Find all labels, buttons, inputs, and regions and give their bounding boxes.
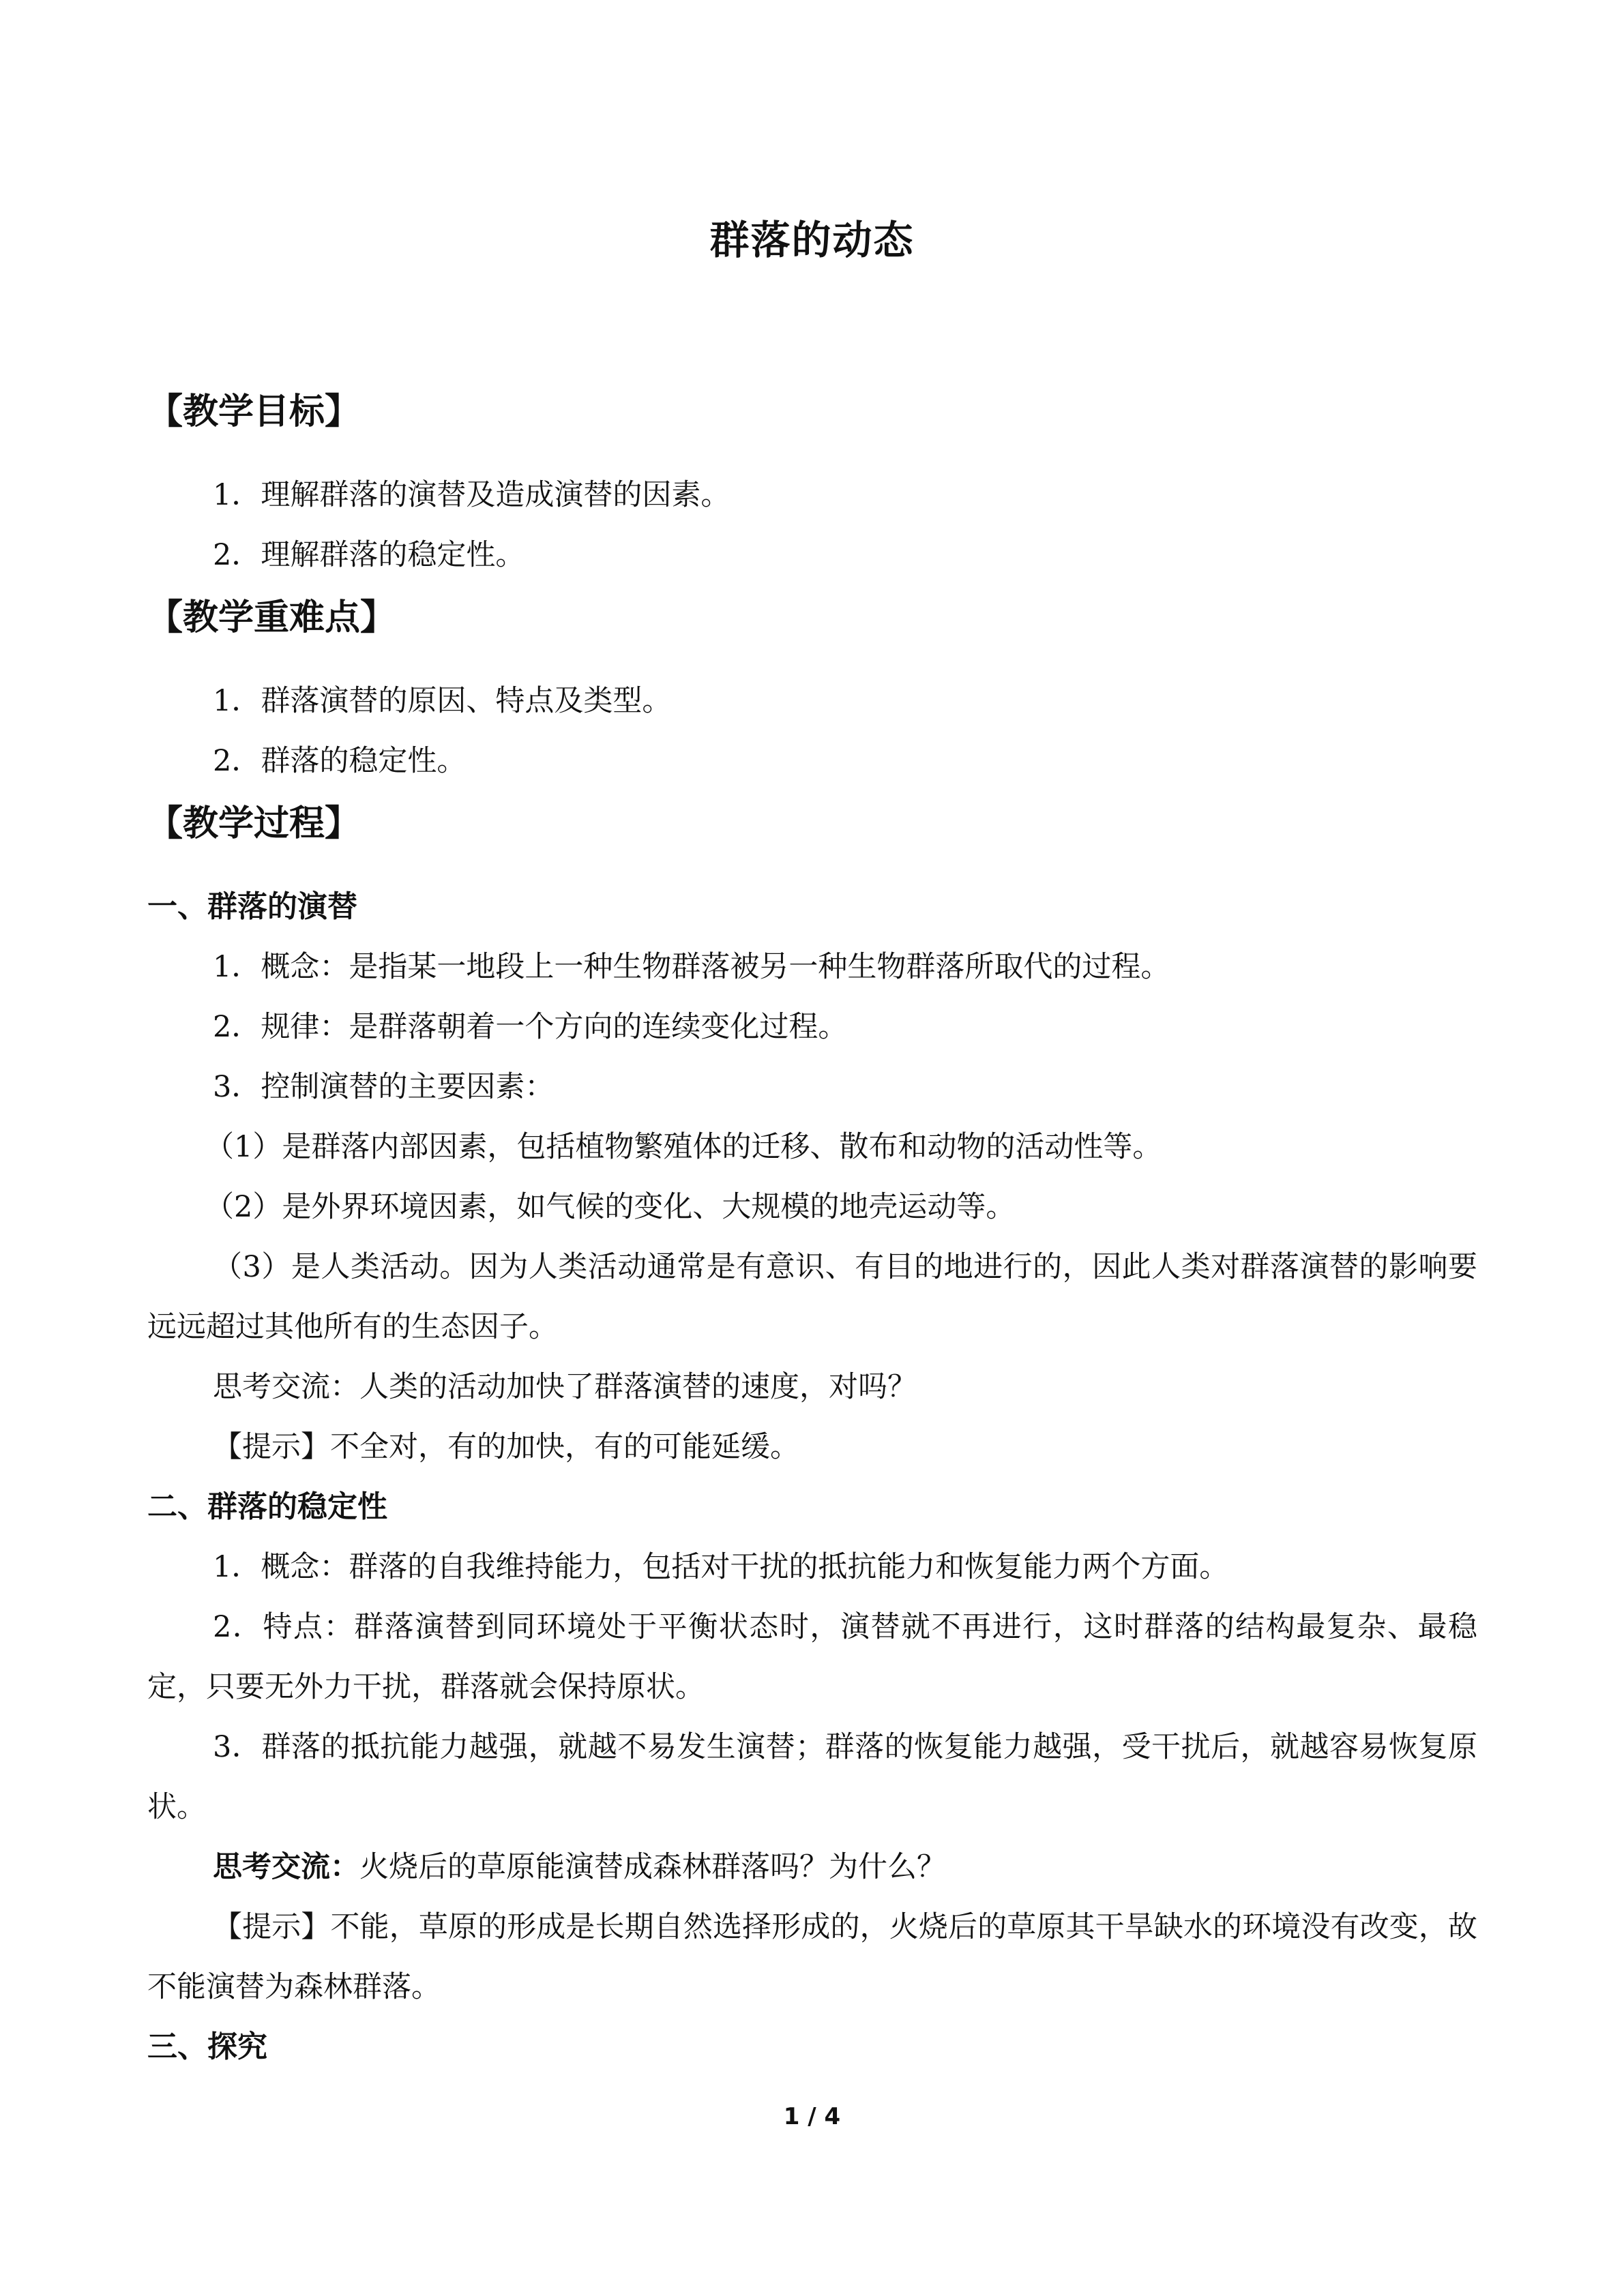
subsection-heading-stability: 二、群落的稳定性: [147, 1489, 387, 1524]
goal-item-1: 1．理解群落的演替及造成演替的因素。: [213, 478, 730, 512]
key-point-item-2: 2．群落的稳定性。: [213, 744, 467, 778]
succession-factor-1: （1）是群落内部因素，包括植物繁殖体的迁移、散布和动物的活动性等。: [205, 1130, 1162, 1164]
section-heading-key-points: 【教学重难点】: [147, 597, 396, 638]
think-text: 火烧后的草原能演替成森林群落吗？为什么？: [359, 1850, 946, 1884]
succession-factors: 3．控制演替的主要因素：: [213, 1070, 555, 1104]
page-number: 1 / 4: [783, 2103, 841, 2130]
stability-feature: 2．特点：群落演替到同环境处于平衡状态时，演替就不再进行，这时群落的结构最复杂、最稳定，只要无外力干扰，群落就会保持原状。: [147, 1610, 1477, 1704]
hint-1: 【提示】不全对，有的加快，有的可能延缓。: [213, 1430, 799, 1464]
think-question-2: [147, 1837, 1477, 1897]
stability-point-3: 3．群落的抵抗能力越强，就越不易发生演替；群落的恢复能力越强，受干扰后，就越容易恢复原状。: [147, 1730, 1477, 1824]
think-question-1: 思考交流：人类的活动加快了群落演替的速度，对吗？: [213, 1370, 917, 1404]
think-label: 思考交流：: [213, 1850, 359, 1884]
succession-factor-2: （2）是外界环境因素，如气候的变化、大规模的地壳运动等。: [205, 1190, 1016, 1224]
subsection-heading-explore: 三、探究: [147, 2029, 267, 2064]
document-title: 群落的动态: [709, 217, 915, 263]
stability-concept: 1．概念：群落的自我维持能力，包括对干扰的抵抗能力和恢复能力两个方面。: [213, 1550, 1229, 1584]
subsection-heading-succession: 一、群落的演替: [147, 889, 357, 924]
hint-2: 【提示】不能，草原的形成是长期自然选择形成的，火烧后的草原其干旱缺水的环境没有改变，故不能演替为森林群落。: [147, 1910, 1477, 2004]
key-point-item-1: 1．群落演替的原因、特点及类型。: [213, 684, 672, 718]
goal-item-2: 2．理解群落的稳定性。: [213, 538, 525, 572]
section-heading-process: 【教学过程】: [147, 803, 361, 844]
succession-rule: 2．规律：是群落朝着一个方向的连续变化过程。: [213, 1010, 848, 1044]
section-heading-goals: 【教学目标】: [147, 391, 361, 432]
succession-factor-3: （3）是人类活动。因为人类活动通常是有意识、有目的地进行的，因此人类对群落演替的影响要远远超过其他所有的生态因子。: [147, 1250, 1477, 1344]
succession-concept: 1．概念：是指某一地段上一种生物群落被另一种生物群落所取代的过程。: [213, 950, 1170, 984]
